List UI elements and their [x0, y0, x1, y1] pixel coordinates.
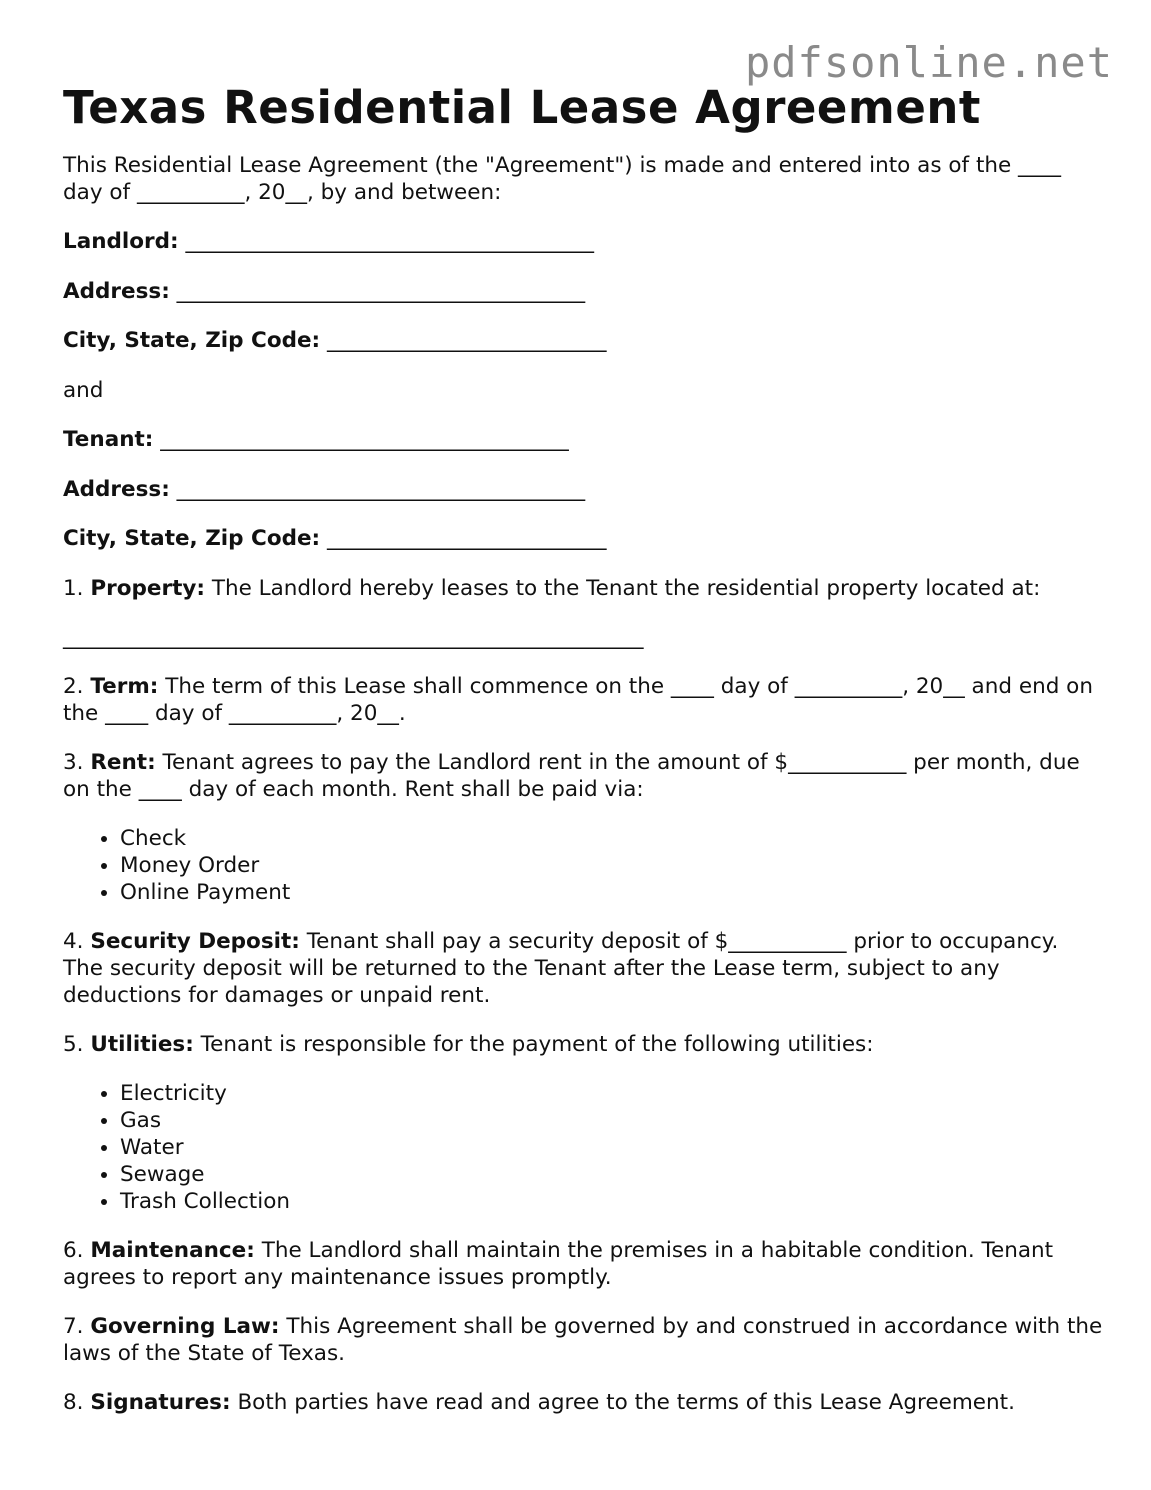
landlord-address-field[interactable] — [63, 278, 1103, 305]
section-text: Both parties have read and agree to the terms of this Lease Agreement. — [237, 1389, 1015, 1415]
section-heading: Signatures: — [90, 1389, 231, 1415]
list-item: • Electricity — [120, 1080, 1103, 1107]
section-property — [63, 575, 1103, 602]
tenant-address-label: Address: — [63, 476, 170, 502]
section-heading: Property: — [90, 575, 205, 601]
section-number: 1. — [63, 575, 84, 601]
section-text: This Agreement shall be governed by and construed in accordance with the laws of the State of Texas. — [63, 1313, 1103, 1366]
section-heading: Rent: — [90, 749, 156, 775]
list-item: • Sewage — [120, 1161, 1103, 1188]
tenant-name-label: Tenant: — [63, 427, 154, 452]
property-address-blank[interactable]: ______________________________________________________ — [63, 624, 644, 650]
section-number: 8. — [63, 1389, 84, 1415]
list-item: • Money Order — [120, 852, 1103, 879]
tenant-address-blank[interactable]: ______________________________________ — [176, 476, 586, 502]
tenant-name-field[interactable] — [63, 426, 1103, 453]
section-security-deposit — [63, 928, 1103, 1009]
section-maintenance — [63, 1237, 1103, 1291]
section-text: Tenant shall pay a security deposit of $___________ prior to occupancy. The security deposit will be returned to the Tenant after the Lease term, subject to any deductions for damages or unpaid rent. — [63, 928, 1059, 1008]
section-rent — [63, 749, 1103, 803]
landlord-name-field[interactable] — [63, 228, 1103, 255]
list-item: • Trash Collection — [120, 1188, 1103, 1215]
watermark: pdfsonline.net — [744, 38, 1113, 87]
section-text: The Landlord shall maintain the premises in a habitable condition. Tenant agrees to report any maintenance issues promptly. — [63, 1237, 1054, 1290]
section-number: 5. — [63, 1031, 84, 1057]
landlord-name-blank[interactable]: ______________________________________ — [185, 229, 594, 254]
section-governing-law — [63, 1313, 1103, 1367]
section-number: 6. — [63, 1237, 84, 1263]
section-number: 7. — [63, 1313, 84, 1339]
section-text: The term of this Lease shall commence on the ____ day of __________, 20__ and end on the ____ day of __________, 20__. — [63, 673, 1093, 726]
section-heading: Utilities: — [90, 1031, 194, 1057]
section-term — [63, 673, 1103, 727]
landlord-city-blank[interactable]: __________________________ — [327, 328, 607, 353]
section-text: Tenant is responsible for the payment of the following utilities: — [200, 1031, 874, 1057]
landlord-city-label: City, State, Zip Code: — [63, 328, 321, 353]
section-signatures — [63, 1389, 1103, 1416]
section-text: Tenant agrees to pay the Landlord rent in the amount of $___________ per month, due on the ____ day of each month. Rent shall be paid via: — [63, 749, 1080, 802]
section-heading: Governing Law: — [90, 1313, 280, 1339]
section-utilities — [63, 1031, 1103, 1058]
landlord-address-label: Address: — [63, 278, 170, 304]
list-item: • Gas — [120, 1107, 1103, 1134]
list-item: • Check — [120, 825, 1103, 852]
tenant-address-field[interactable] — [63, 476, 1103, 503]
tenant-city-field[interactable] — [63, 525, 1103, 552]
intro-paragraph: This Residential Lease Agreement (the "Agreement") is made and entered into as of the ____ day of __________, 20__, by and between: — [63, 153, 1062, 205]
tenant-city-label: City, State, Zip Code: — [63, 526, 321, 551]
landlord-address-blank[interactable]: ______________________________________ — [176, 278, 586, 304]
and-text: and — [63, 377, 104, 403]
list-item: • Online Payment — [120, 879, 1103, 906]
section-number: 3. — [63, 749, 84, 775]
section-heading: Term: — [90, 673, 159, 699]
tenant-name-blank[interactable]: ______________________________________ — [160, 427, 569, 452]
rent-payment-options — [63, 825, 1103, 906]
landlord-city-field[interactable] — [63, 327, 1103, 354]
tenant-city-blank[interactable]: __________________________ — [327, 526, 607, 551]
section-heading: Maintenance: — [90, 1237, 255, 1263]
section-text: The Landlord hereby leases to the Tenant the residential property located at: — [211, 575, 1041, 601]
section-number: 4. — [63, 928, 84, 954]
utilities-list — [63, 1080, 1103, 1215]
section-number: 2. — [63, 673, 84, 699]
section-heading: Security Deposit: — [90, 928, 300, 954]
document-page — [63, 80, 1103, 1438]
document-title: Texas Residential Lease Agreement — [63, 81, 981, 134]
list-item: • Water — [120, 1134, 1103, 1161]
landlord-name-label: Landlord: — [63, 229, 179, 254]
